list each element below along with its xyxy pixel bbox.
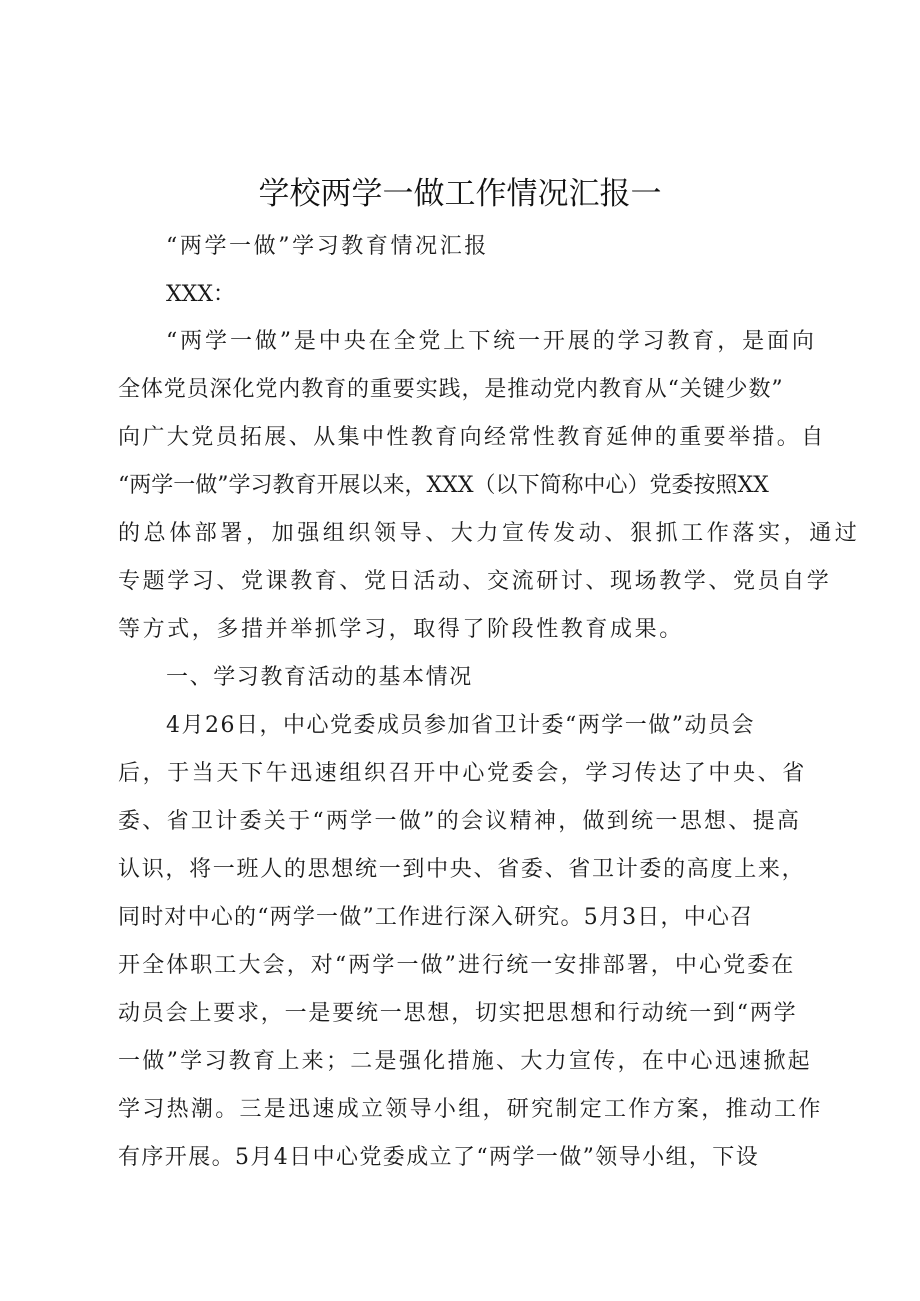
body-line: 有序开展。5月4日中心党委成立了“两学一做”领导小组，下设 <box>118 1145 760 1170</box>
body-line: “两学一做”学习教育开展以来，XXX（以下简称中心）党委按照XX <box>118 473 769 498</box>
document-title: 学校两学一做工作情况汇报一 <box>258 176 662 212</box>
body-line: 同时对中心的“两学一做”工作进行深入研究。5月3日，中心召 <box>118 905 754 930</box>
body-line: 向广大党员拓展、从集中性教育向经常性教育延伸的重要举措。自 <box>118 425 826 450</box>
body-line: 动员会上要求，一是要统一思想，切实把思想和行动统一到“两学 <box>118 1001 798 1026</box>
document-subtitle: “两学一做”学习教育情况汇报 <box>166 234 489 259</box>
body-line: 认识，将一班人的思想统一到中央、省委、省卫计委的高度上来， <box>118 857 806 882</box>
body-line: “两学一做”是中央在全党上下统一开展的学习教育，是面向 <box>166 329 817 354</box>
body-line: 的总体部署，加强组织领导、大力宣传发动、狠抓工作落实，通过 <box>118 521 861 546</box>
body-line: 4月26日，中心党委成员参加省卫计委“两学一做”动员会 <box>166 713 755 738</box>
body-line: 开全体职工大会，对“两学一做”进行统一安排部署，中心党委在 <box>118 953 796 978</box>
body-line: 后，于当天下午迅速组织召开中心党委会，学习传达了中央、省 <box>118 761 807 786</box>
document-addressee: XXX： <box>166 282 235 307</box>
body-line: 委、省卫计委关于“两学一做”的会议精神，做到统一思想、提高 <box>118 809 802 834</box>
body-line: 学习热潮。三是迅速成立领导小组，研究制定工作方案，推动工作 <box>118 1097 823 1122</box>
body-line: 专题学习、党课教育、党日活动、交流研讨、现场教学、党员自学 <box>118 569 832 594</box>
section-heading: 一、学习教育活动的基本情况 <box>166 665 473 690</box>
body-line: 等方式，多措并举抓学习，取得了阶段性教育成果。 <box>118 617 684 642</box>
body-line: 全体党员深化党内教育的重要实践，是推动党内教育从“关键少数” <box>118 377 784 402</box>
body-line: 一做”学习教育上来；二是强化措施、大力宣传，在中心迅速掀起 <box>118 1049 812 1074</box>
